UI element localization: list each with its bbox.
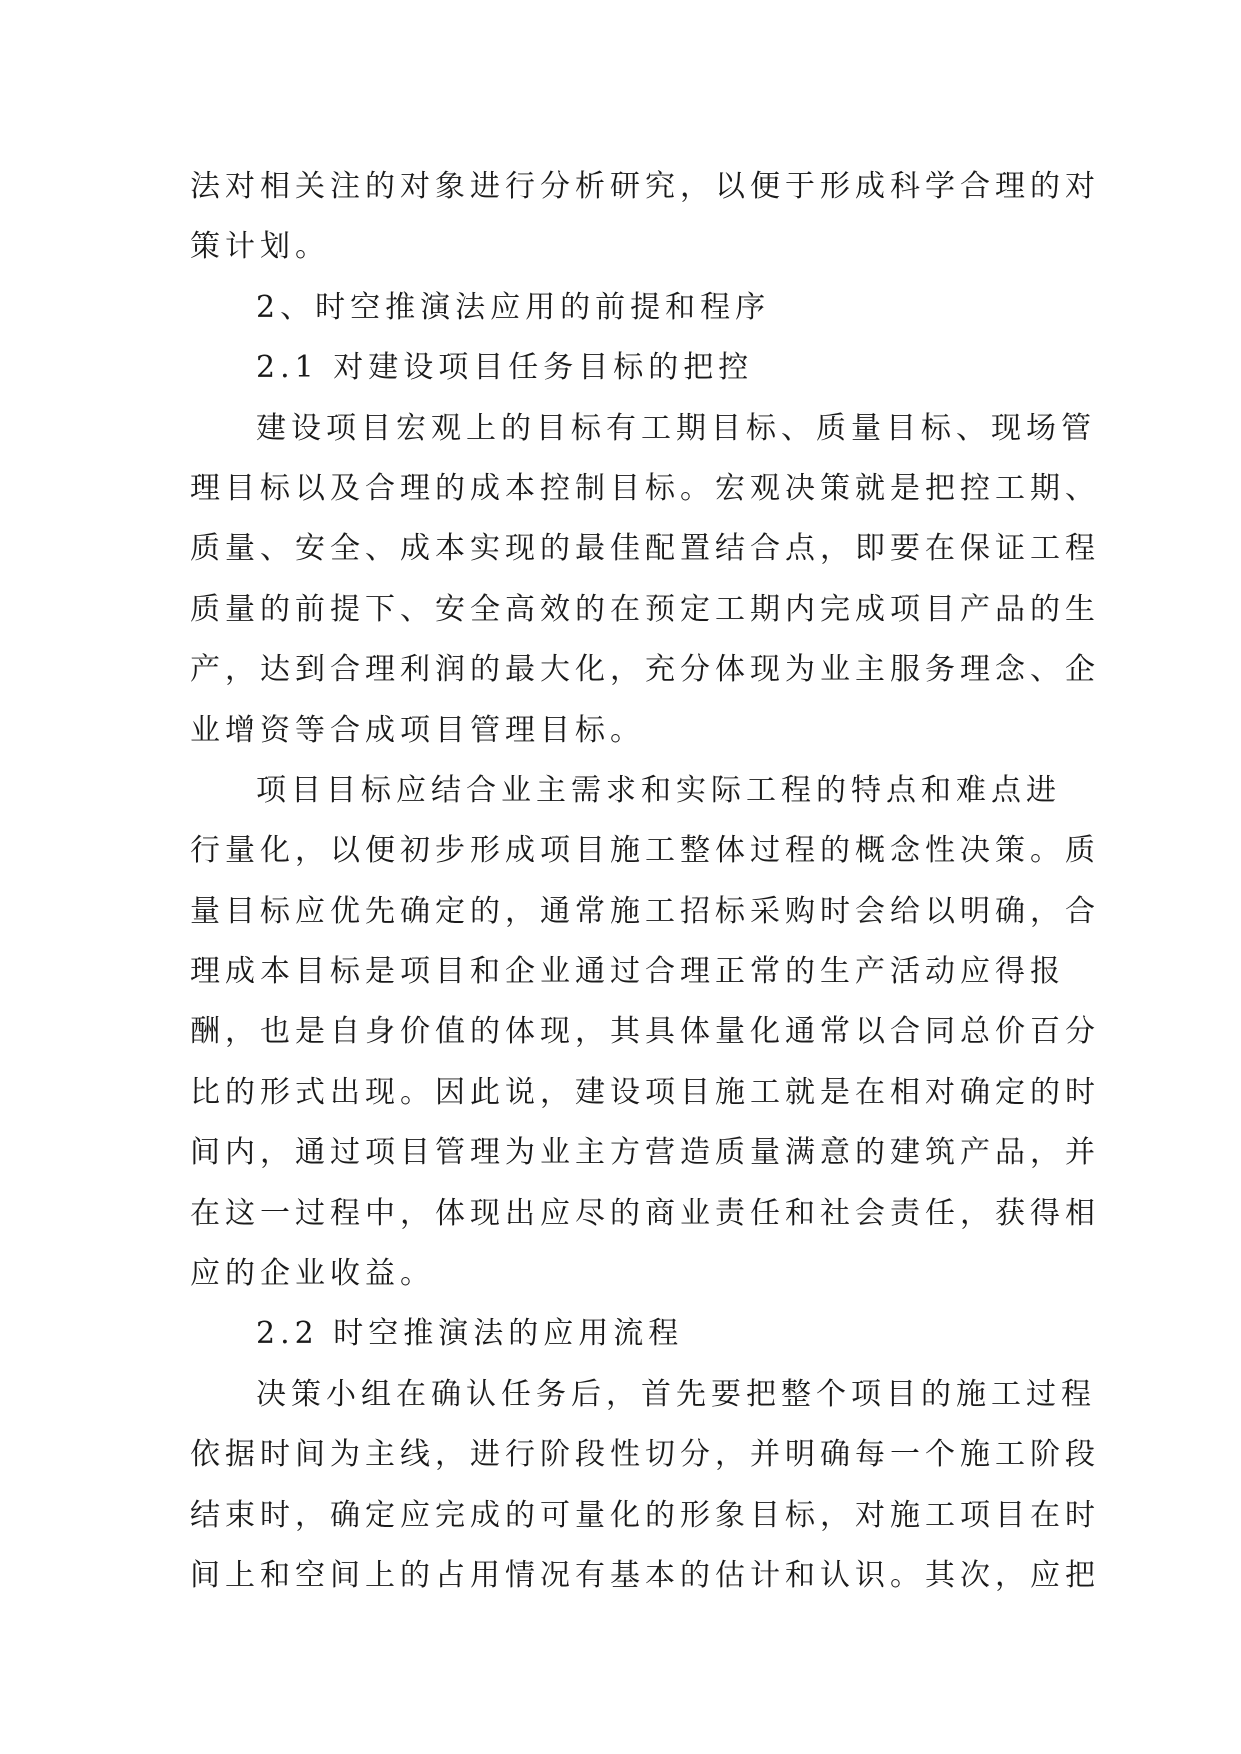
text-line: 依据时间为主线，进行阶段性切分，并明确每一个施工阶段: [190, 1437, 1100, 1473]
paragraph-project-goals: [190, 399, 1100, 761]
document-body: [190, 157, 1100, 1606]
text-line: 结束时，确定应完成的可量化的形象目标，对施工项目在时: [190, 1497, 1100, 1533]
text-line: 比的形式出现。因此说，建设项目施工就是在相对确定的时: [190, 1074, 1100, 1110]
text-line: 法对相关注的对象进行分析研究，以便于形成科学合理的对: [190, 169, 1100, 204]
subsection-heading-2-1: [190, 338, 1060, 398]
subsection-heading-2-2: [190, 1304, 1060, 1364]
text-line: 项目目标应结合业主需求和实际工程的特点和难点进: [256, 772, 1061, 808]
paragraph-continued: [190, 157, 1100, 278]
paragraph-application-flow: [190, 1365, 1100, 1607]
heading-text: 2、时空推演法应用的前提和程序: [256, 289, 771, 325]
text-line: 间上和空间上的占用情况有基本的估计和认识。其次，应把: [190, 1557, 1100, 1593]
text-line: 策计划。: [190, 229, 330, 265]
text-line: 应的企业收益。: [190, 1256, 435, 1292]
text-line: 决策小组在确认任务后，首先要把整个项目的施工过程: [256, 1376, 1096, 1412]
text-line: 在这一过程中，体现出应尽的商业责任和社会责任，获得相: [190, 1195, 1100, 1231]
section-heading-2: [190, 278, 1060, 338]
paragraph-goal-quantification: [190, 761, 1100, 1305]
heading-text: 2.2 时空推演法的应用流程: [256, 1316, 684, 1352]
text-line: 理目标以及合理的成本控制目标。宏观决策就是把控工期、: [190, 470, 1100, 506]
text-line: 行量化，以便初步形成项目施工整体过程的概念性决策。质: [190, 833, 1100, 869]
heading-text: 2.1 对建设项目任务目标的把控: [256, 350, 754, 386]
text-line: 业增资等合成项目管理目标。: [190, 712, 645, 748]
text-line: 产，达到合理利润的最大化，充分体现为业主服务理念、企: [190, 652, 1100, 688]
text-line: 量目标应优先确定的，通常施工招标采购时会给以明确，合: [190, 893, 1100, 929]
text-line: 质量、安全、成本实现的最佳配置结合点，即要在保证工程: [190, 531, 1100, 567]
text-line: 酬，也是自身价值的体现，其具体量化通常以合同总价百分: [190, 1014, 1100, 1050]
text-line: 质量的前提下、安全高效的在预定工期内完成项目产品的生: [190, 591, 1100, 627]
text-line: 建设项目宏观上的目标有工期目标、质量目标、现场管: [256, 410, 1096, 446]
text-line: 间内，通过项目管理为业主方营造质量满意的建筑产品，并: [190, 1135, 1100, 1171]
text-line: 理成本目标是项目和企业通过合理正常的生产活动应得报: [190, 954, 1065, 990]
